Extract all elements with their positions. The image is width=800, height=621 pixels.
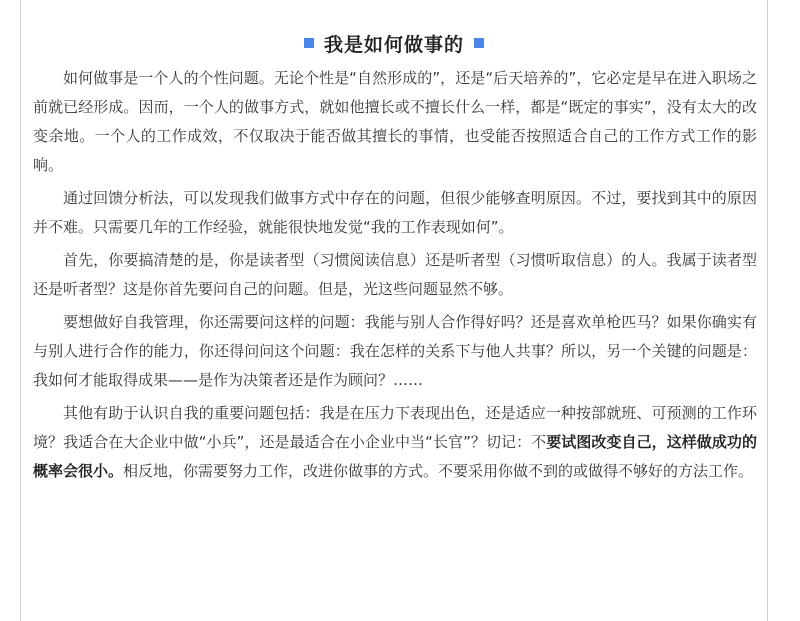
paragraph-2: 通过回馈分析法，可以发现我们做事方式中存在的问题，但很少能够查明原因。不过，要找到其中的原因并不难。只需要几年的工作经验，就能很快地发觉“我的工作表现如何”。 xyxy=(33,189,757,236)
paragraph-1: 如何做事是一个人的个性问题。无论个性是“自然形成的”，还是“后天培养的”，它必定是早在进入职场之前就已经形成。因而，一个人的做事方式，就如他擅长或不擅长什么一样，都是“既定的事实”，没有太大的改变余地。一个人的工作成效，不仅取决于能否做其擅长的事情，也受能否按照适合自己的工作方式工作的影响。 xyxy=(33,69,757,174)
article-frame xyxy=(20,0,768,621)
title-row xyxy=(21,28,767,58)
page-title: 我是如何做事的 xyxy=(323,33,464,56)
paragraph-5 xyxy=(33,399,757,486)
paragraph-5-text-start: 其他有助于认识自我的重要问题包括：我是在压力下表现出色，还是适应一种按部就班、可预测的工作环境？我适合在大企业中做“小兵”，还是最适合在小企业中当“长官”？切记：不 xyxy=(33,404,757,451)
paragraph-5-bold-text: 要试图改变自己，这样做成功的概率会很小。 xyxy=(33,433,757,480)
title-square-left-icon xyxy=(304,38,314,48)
title-square-right-icon xyxy=(474,38,484,48)
paragraph-5-text-end: 相反地，你需要努力工作，改进你做事的方式。不要采用你做不到的或做得不够好的方法工作。 xyxy=(123,462,754,480)
paragraph-3: 首先，你要搞清楚的是，你是读者型（习惯阅读信息）还是听者型（习惯听取信息）的人。我属于读者型还是听者型？这是你首先要问自己的问题。但是，光这些问题显然不够。 xyxy=(33,251,757,298)
article-body xyxy=(33,64,757,490)
paragraph-4: 要想做好自我管理，你还需要问这样的问题：我能与别人合作得好吗？还是喜欢单枪匹马？如果你确实有与别人进行合作的能力，你还得问问这个问题：我在怎样的关系下与他人共事？所以，另一个关键的问题是：我如何才能取得成果——是作为决策者还是作为顾问？…… xyxy=(33,313,757,389)
